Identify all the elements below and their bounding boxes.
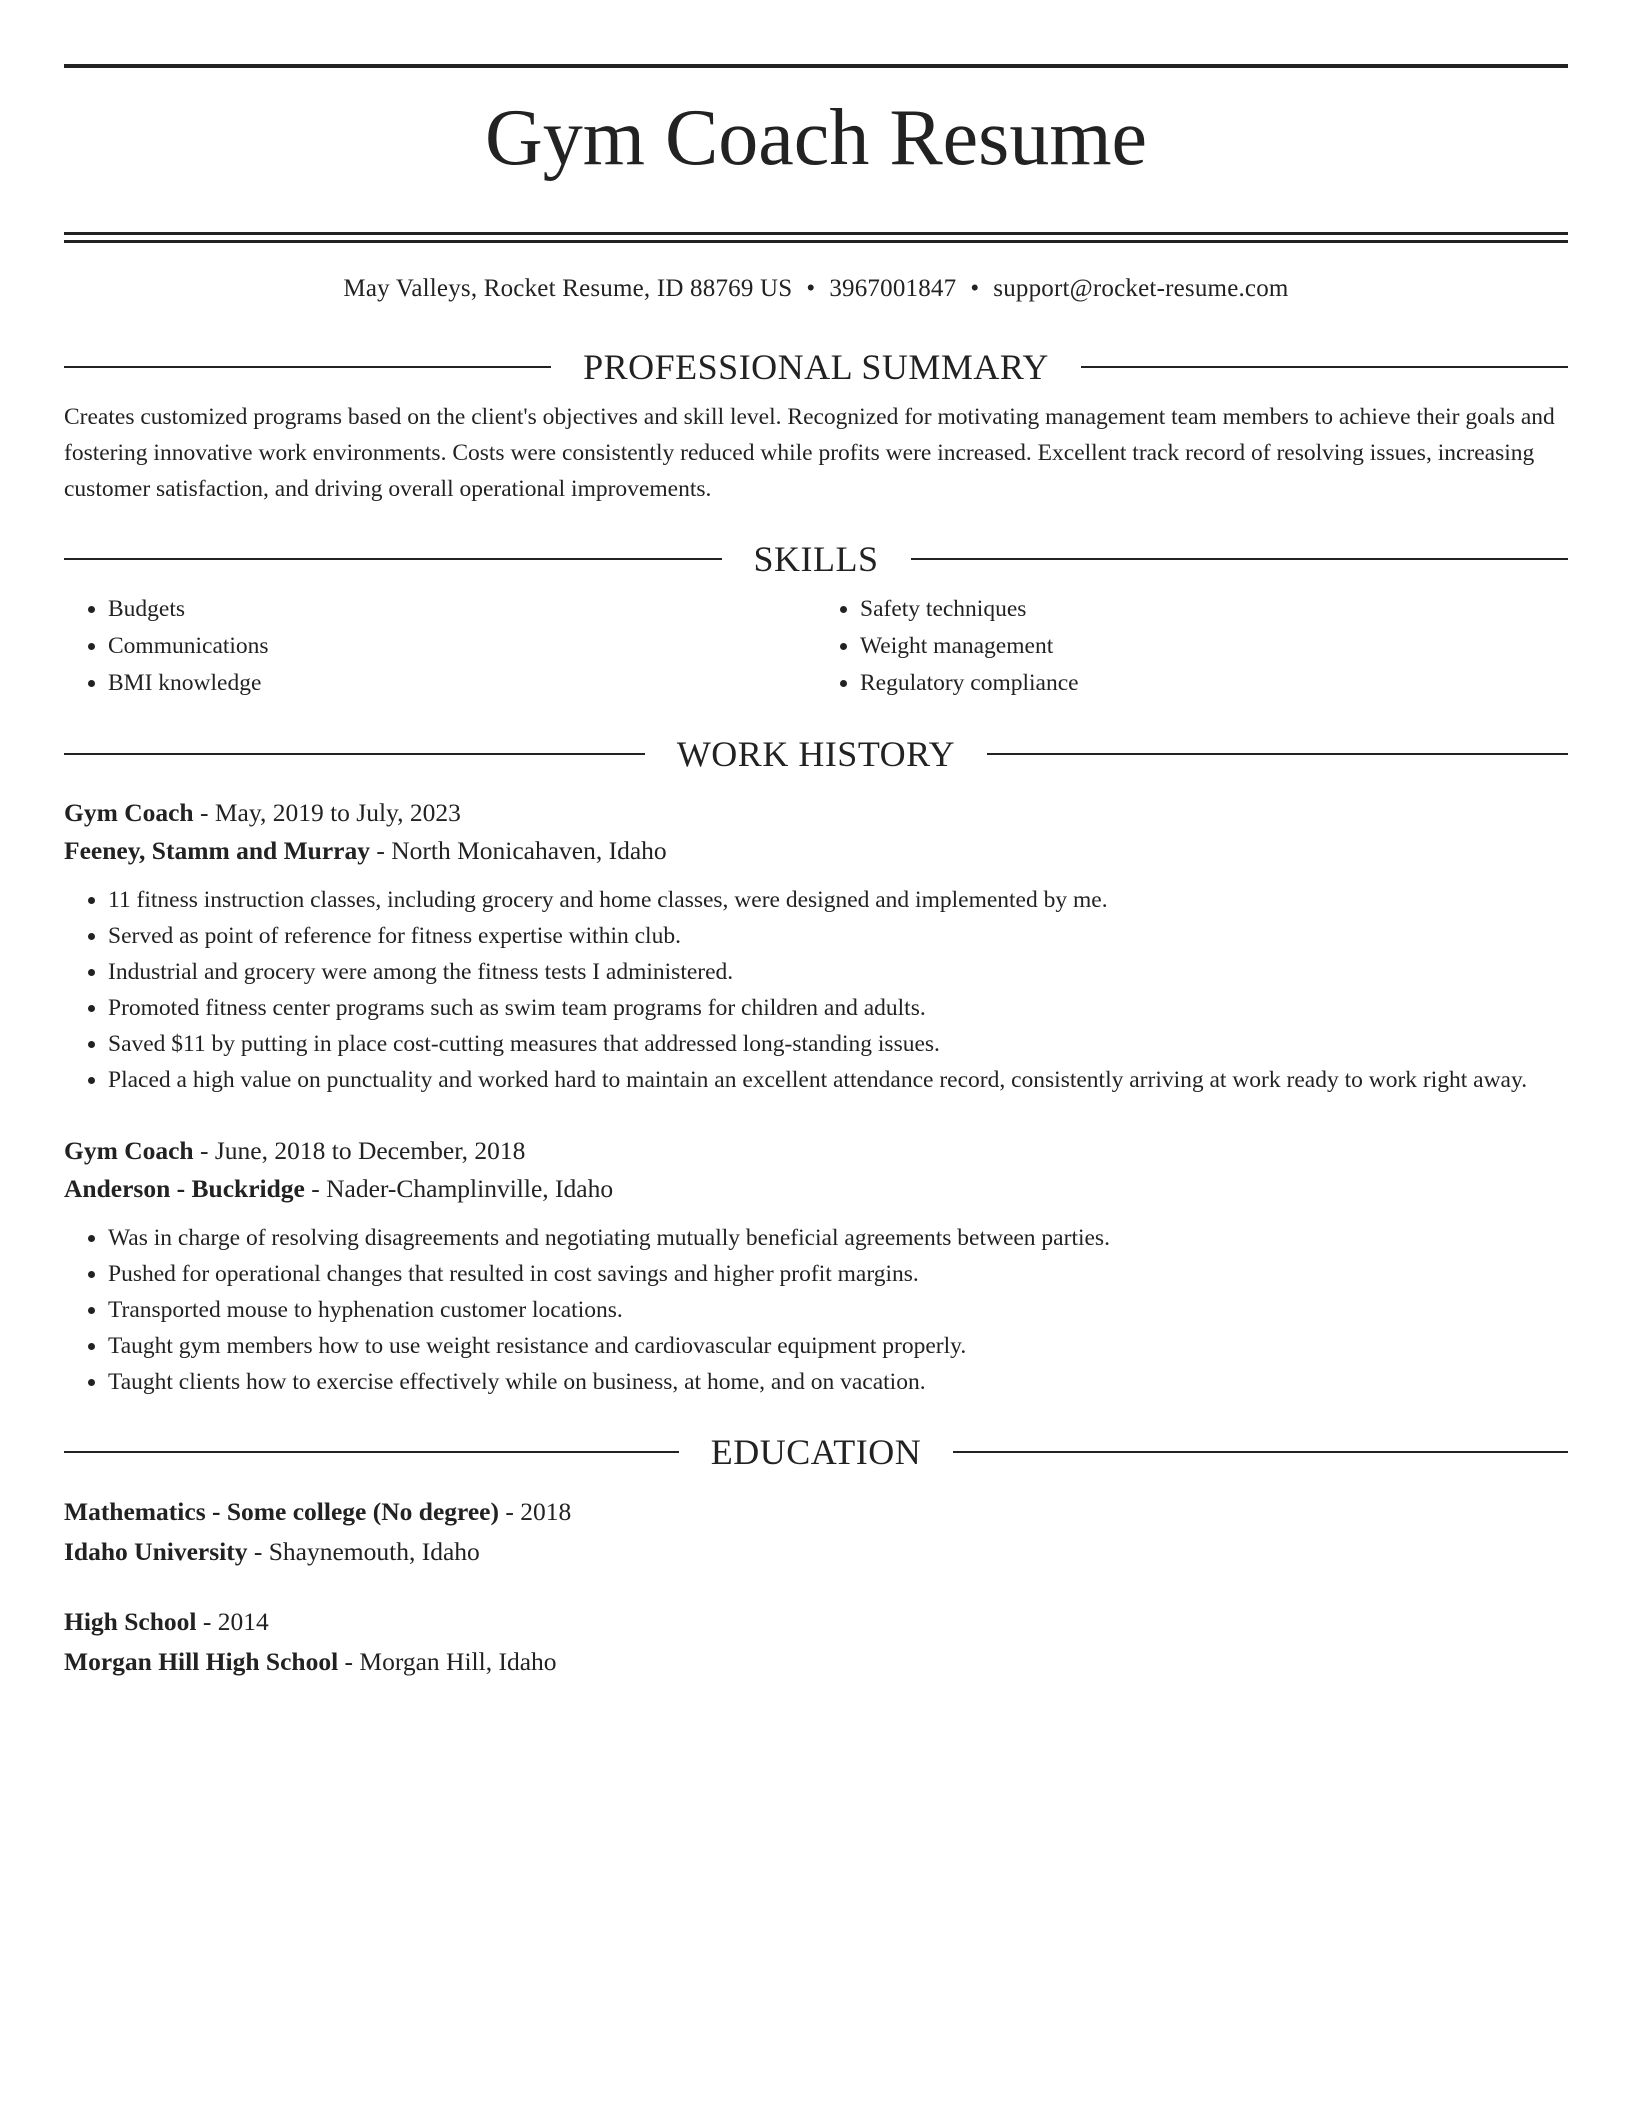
education-degree-line [64, 1602, 1568, 1642]
section-rule [987, 753, 1568, 755]
education-year: - 2018 [499, 1497, 572, 1526]
section-rule [64, 366, 551, 368]
job-entry [64, 1132, 1568, 1400]
education-degree-line [64, 1492, 1568, 1532]
job-company: Feeney, Stamm and Murray [64, 836, 370, 865]
education-school: Idaho University [64, 1537, 248, 1566]
job-bullet: • Was in charge of resolving disagreements and negotiating mutually beneficial agreements between parties. [108, 1220, 1568, 1256]
section-rule [64, 558, 722, 560]
education-degree: Mathematics - Some college (No degree) [64, 1497, 499, 1526]
section-header-work [64, 732, 1568, 776]
job-bullet: • Industrial and grocery were among the fitness tests I administered. [108, 954, 1568, 990]
section-rule [1081, 366, 1568, 368]
job-bullet: • Taught gym members how to use weight resistance and cardiovascular equipment properly. [108, 1328, 1568, 1364]
job-bullet: • Taught clients how to exercise effectively while on business, at home, and on vacation. [108, 1364, 1568, 1400]
section-rule [64, 753, 645, 755]
section-title: WORK HISTORY [676, 734, 956, 774]
section-title: EDUCATION [710, 1432, 922, 1472]
top-rule [64, 64, 1568, 68]
section-title: PROFESSIONAL SUMMARY [583, 347, 1049, 387]
job-bullet: • Pushed for operational changes that resulted in cost savings and higher profit margins. [108, 1256, 1568, 1292]
skill-item: • Safety techniques [860, 591, 1568, 628]
education-school-line [64, 1642, 1568, 1682]
job-bullets [64, 882, 1568, 1098]
skill-item: • Weight management [860, 628, 1568, 665]
skill-item: • Budgets [108, 591, 816, 628]
section-rule [911, 558, 1569, 560]
skill-item: • Communications [108, 628, 816, 665]
section-header-summary [64, 345, 1568, 389]
job-company: Anderson - Buckridge [64, 1174, 305, 1203]
skill-item: • BMI knowledge [108, 665, 816, 702]
job-location: - Nader-Champlinville, Idaho [304, 1174, 614, 1203]
education-school: Morgan Hill High School [64, 1647, 339, 1676]
section-header-education [64, 1430, 1568, 1474]
skills-list [64, 591, 1568, 702]
section-header-skills [64, 537, 1568, 581]
resume-page [64, 64, 1568, 1682]
contact-phone: 3967001847 [829, 275, 957, 302]
title-double-rule [64, 232, 1568, 243]
contact-address: May Valleys, Rocket Resume, ID 88769 US [343, 275, 793, 302]
job-bullet: • 11 fitness instruction classes, including grocery and home classes, were designed and implemented by me. [108, 882, 1568, 918]
job-bullets [64, 1220, 1568, 1400]
summary-text: Creates customized programs based on the client's objectives and skill level. Recognized for motivating management team members to achieve their goals and fostering innovative work environments. Costs were consistently reduced while profits were increased. Excellent track record of resolving issues, increasing customer satisfaction, and driving overall operational improvements. [64, 404, 1555, 502]
job-dates: - May, 2019 to July, 2023 [193, 798, 461, 827]
skills-column-right [816, 591, 1568, 702]
job-entry [64, 794, 1568, 1098]
job-bullet: • Saved $11 by putting in place cost-cutting measures that addressed long-standing issues. [108, 1026, 1568, 1062]
education-school-line [64, 1532, 1568, 1572]
job-company-line [64, 1170, 1568, 1208]
job-bullet: • Promoted fitness center programs such as swim team programs for children and adults. [108, 990, 1568, 1026]
education-location: - Shaynemouth, Idaho [247, 1537, 480, 1566]
section-rule [953, 1451, 1568, 1453]
skill-item: • Regulatory compliance [860, 665, 1568, 702]
education-entry [64, 1602, 1568, 1682]
section-title: SKILLS [753, 539, 879, 579]
contact-separator: • [970, 275, 980, 302]
job-dates: - June, 2018 to December, 2018 [193, 1136, 526, 1165]
resume-title: Gym Coach Resume [484, 94, 1148, 182]
job-location: - North Monicahaven, Idaho [369, 836, 667, 865]
job-title-line [64, 794, 1568, 832]
job-title: Gym Coach [64, 798, 194, 827]
job-company-line [64, 832, 1568, 870]
education-location: - Morgan Hill, Idaho [338, 1647, 557, 1676]
job-bullet: • Transported mouse to hyphenation customer locations. [108, 1292, 1568, 1328]
education-entry [64, 1492, 1568, 1572]
skills-column-left [64, 591, 816, 702]
job-bullet: • Placed a high value on punctuality and worked hard to maintain an excellent attendance record, consistently arriving at work ready to work right away. [108, 1062, 1568, 1098]
job-title-line [64, 1132, 1568, 1170]
job-bullet: • Served as point of reference for fitness expertise within club. [108, 918, 1568, 954]
education-year: - 2014 [196, 1607, 269, 1636]
job-title: Gym Coach [64, 1136, 194, 1165]
contact-separator: • [806, 275, 816, 302]
section-rule [64, 1451, 679, 1453]
contact-email: support@rocket-resume.com [993, 275, 1289, 302]
contact-line [64, 275, 1568, 315]
education-degree: High School [64, 1607, 197, 1636]
